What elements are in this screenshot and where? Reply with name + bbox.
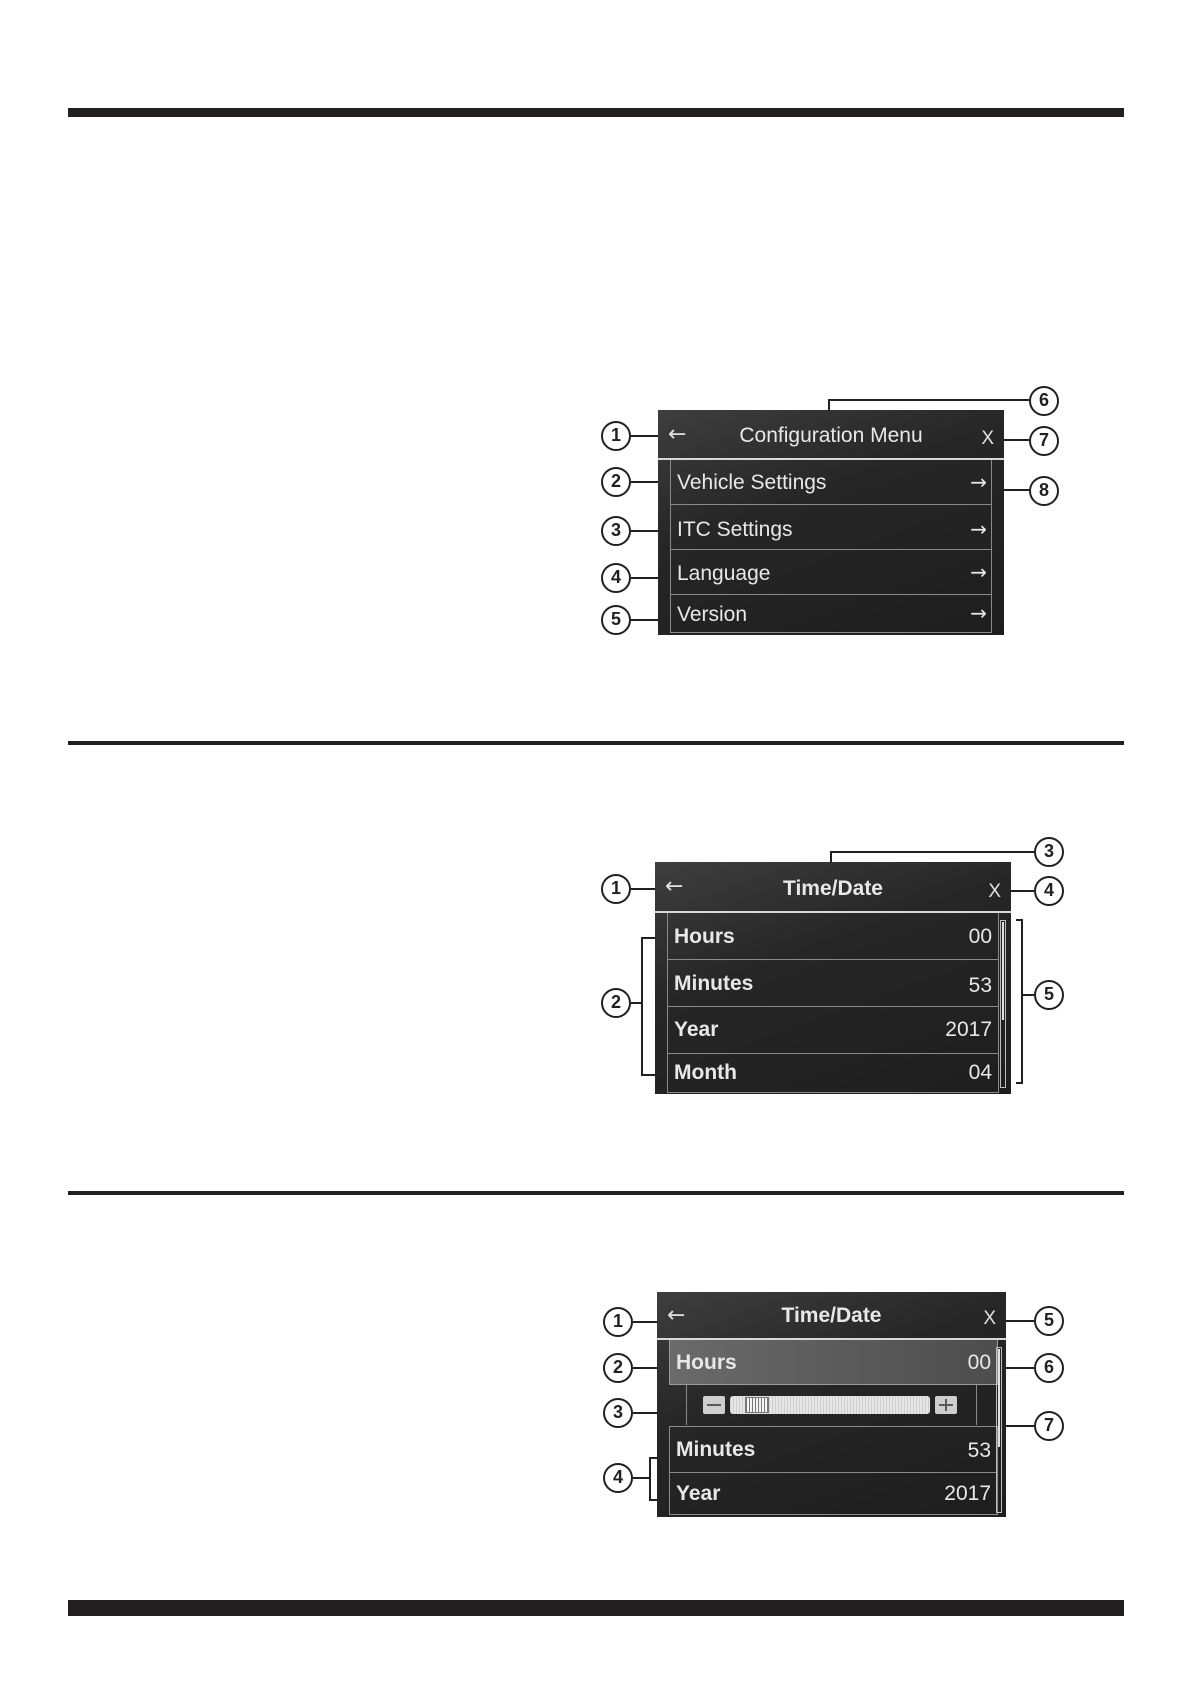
callout-1: 1	[601, 874, 631, 904]
callout-3: 3	[601, 516, 631, 546]
field-label: Year	[674, 1018, 719, 1041]
scrollbar-thumb[interactable]	[1002, 922, 1004, 1020]
minus-icon[interactable]	[703, 1396, 725, 1414]
screen-header	[658, 410, 1004, 458]
time-date-edit-screen	[657, 1292, 1006, 1517]
field-value: 53	[967, 1439, 991, 1462]
configuration-menu-screen	[658, 410, 1004, 635]
callout-6: 6	[1029, 386, 1059, 416]
menu-item-label: Language	[677, 562, 771, 585]
field-value: 04	[968, 1061, 992, 1084]
time-field-month[interactable]	[667, 1054, 999, 1093]
callout-3: 3	[1034, 837, 1064, 867]
forward-arrow-icon: →	[970, 470, 987, 494]
forward-arrow-icon: →	[970, 560, 987, 584]
hours-slider-panel	[686, 1385, 977, 1425]
callout-2: 2	[601, 988, 631, 1018]
menu-item-label: Vehicle Settings	[677, 471, 827, 494]
field-label: Year	[676, 1482, 721, 1505]
callout-1: 1	[601, 421, 631, 451]
field-value: 2017	[944, 1482, 991, 1505]
menu-item-language[interactable]	[670, 550, 992, 595]
forward-arrow-icon: →	[970, 517, 987, 541]
time-field-year[interactable]	[669, 1473, 998, 1515]
field-label: Minutes	[676, 1438, 756, 1461]
close-icon[interactable]: X	[981, 428, 994, 449]
time-field-hours[interactable]	[667, 913, 999, 960]
menu-item-label: Version	[677, 603, 748, 626]
close-icon[interactable]: X	[983, 1308, 996, 1329]
callout-8: 8	[1029, 476, 1059, 506]
field-label: Hours	[676, 1351, 737, 1374]
field-label: Month	[674, 1061, 737, 1084]
back-arrow-icon[interactable]: ←	[667, 1303, 686, 1328]
page-title: Time/Date	[781, 1304, 882, 1327]
menu-item-vehicle-settings[interactable]	[670, 460, 992, 505]
menu-item-label: ITC Settings	[677, 518, 793, 541]
callout-6: 6	[1034, 1353, 1064, 1383]
callout-4: 4	[603, 1463, 633, 1493]
callout-7: 7	[1034, 1411, 1064, 1441]
menu-item-version[interactable]	[670, 595, 992, 633]
callout-3: 3	[603, 1398, 633, 1428]
scrollbar-thumb[interactable]	[998, 1349, 1000, 1447]
scrollbar[interactable]	[996, 1347, 1002, 1513]
page-title: Configuration Menu	[739, 424, 923, 447]
callout-4: 4	[1034, 876, 1064, 906]
back-arrow-icon[interactable]: ←	[668, 422, 687, 447]
callout-4: 4	[601, 563, 631, 593]
callout-1: 1	[603, 1307, 633, 1337]
slider-thumb[interactable]	[745, 1397, 769, 1413]
time-field-minutes[interactable]	[669, 1426, 998, 1473]
callout-2: 2	[601, 467, 631, 497]
page-title: Time/Date	[783, 877, 883, 900]
callout-5: 5	[1034, 980, 1064, 1010]
callout-5: 5	[601, 605, 631, 635]
field-value: 00	[968, 925, 992, 948]
time-field-hours-selected[interactable]	[669, 1340, 998, 1385]
screen-header	[657, 1292, 1006, 1338]
field-value: 00	[967, 1351, 991, 1374]
menu-item-itc-settings[interactable]	[670, 505, 992, 550]
callout-5: 5	[1034, 1306, 1064, 1336]
scrollbar[interactable]	[1000, 920, 1006, 1088]
plus-icon[interactable]	[935, 1396, 957, 1414]
screen-header	[655, 862, 1011, 911]
close-icon[interactable]: X	[988, 881, 1001, 902]
callout-7: 7	[1029, 426, 1059, 456]
slider-track[interactable]	[730, 1396, 930, 1414]
back-arrow-icon[interactable]: ←	[665, 874, 684, 899]
field-value: 53	[968, 974, 992, 997]
time-date-screen	[655, 862, 1011, 1094]
field-label: Minutes	[674, 972, 754, 995]
field-value: 2017	[945, 1018, 992, 1041]
time-field-year[interactable]	[667, 1007, 999, 1054]
field-label: Hours	[674, 925, 735, 948]
forward-arrow-icon: →	[970, 601, 987, 625]
time-field-minutes[interactable]	[667, 960, 999, 1007]
callout-2: 2	[603, 1353, 633, 1383]
